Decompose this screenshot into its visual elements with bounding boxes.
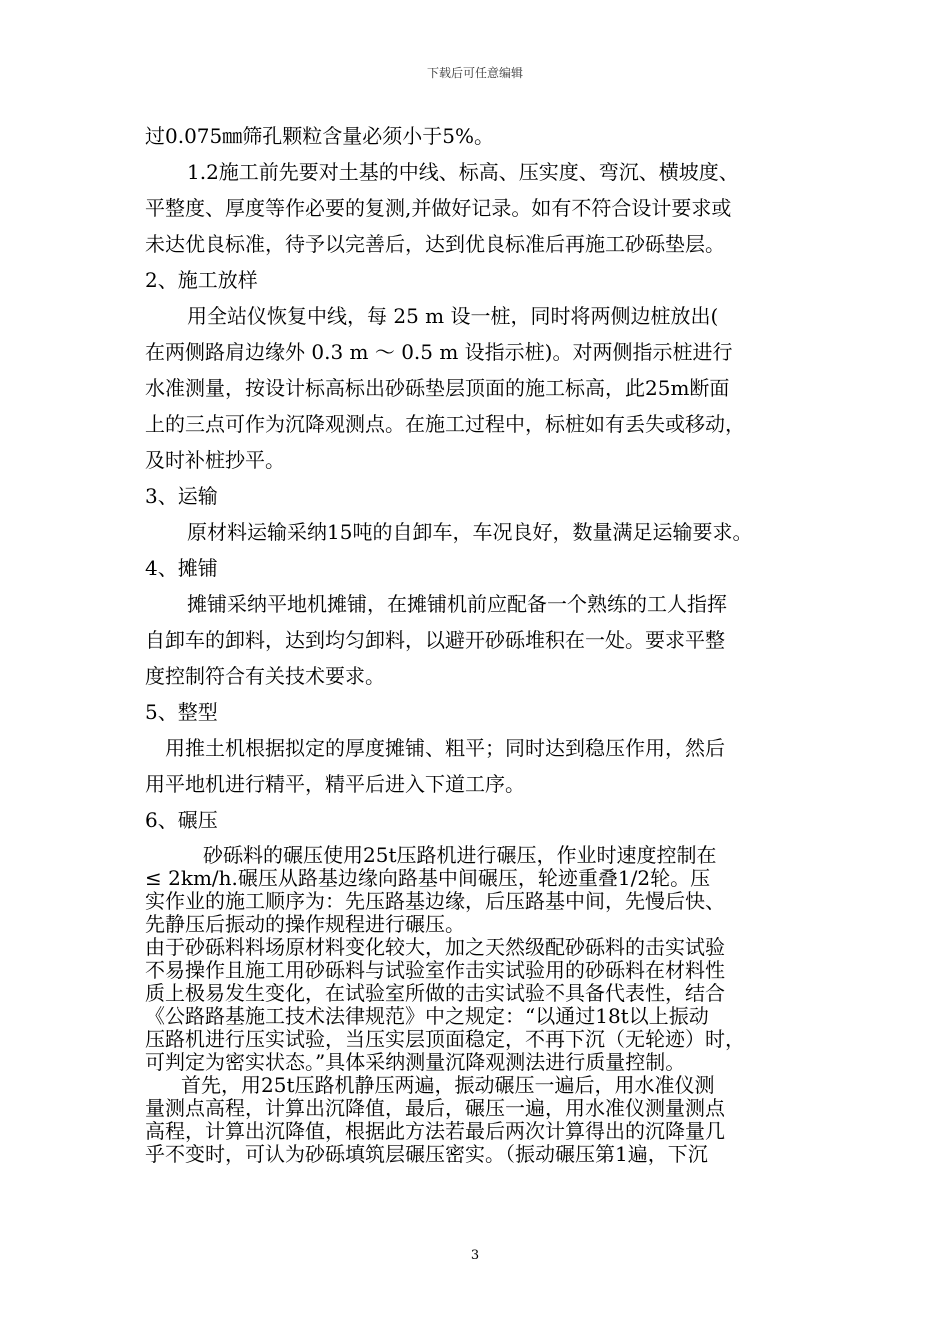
text-line: 过0.075㎜筛孔颗粒含量必须小于5%。 [145, 124, 494, 148]
text-line: 首先，用25t压路机静压两遍，振动碾压一遍后，用水准仪测 [181, 1073, 715, 1097]
text-line: 摊铺采纳平地机摊铺，在摊铺机前应配备一个熟练的工人指挥 [187, 592, 727, 616]
text-line: 自卸车的卸料，达到均匀卸料，以避开砂砾堆积在一处。要求平整 [145, 628, 725, 652]
text-line: 用推土机根据拟定的厚度摊铺、粗平；同时达到稳压作用，然后 [165, 736, 725, 760]
page-header: 下载后可任意编辑 [426, 66, 523, 80]
text-line: 上的三点可作为沉降观测点。在施工过程中，标桩如有丢失或移动， [145, 412, 745, 436]
text-line: 量测点高程，计算出沉降值，最后，碾压一遍，用水准仪测量测点 [145, 1096, 725, 1120]
text-line: ≤ 2km/h.碾压从路基边缘向路基中间碾压，轮迹重叠1/2轮。压 [145, 866, 711, 890]
text-line: 先静压后振动的操作规程进行碾压。 [145, 912, 465, 936]
text-line: 及时补桩抄平。 [145, 448, 285, 472]
text-line: 可判定为密实状态。”具体采纳测量沉降观测法进行质量控制。 [145, 1050, 686, 1074]
text-line: 由于砂砾料料场原材料变化较大，加之天然级配砂砾料的击实试验 [145, 935, 725, 959]
text-line: 实作业的施工顺序为：先压路基边缘，后压路基中间，先慢后快、 [145, 889, 725, 913]
text-line: 度控制符合有关技术要求。 [145, 664, 385, 688]
text-line: 砂砾料的碾压使用25t压路机进行碾压，作业时速度控制在 [203, 843, 717, 867]
text-line: 水准测量，按设计标高标出砂砾垫层顶面的施工标高，此25m断面 [145, 376, 730, 400]
text-line: 不易操作且施工用砂砾料与试验室作击实试验用的砂砾料在材料性 [145, 958, 725, 982]
text-line: 《公路路基施工技术法律规范》中之规定：“以通过18t以上振动 [145, 1004, 709, 1028]
section-heading: 3、运输 [145, 484, 218, 508]
text-line: 乎不变时，可认为砂砾填筑层碾压密实。（振动碾压第1遍，下沉 [145, 1142, 708, 1166]
text-line: 1.2施工前先要对土基的中线、标高、压实度、弯沉、横坡度、 [187, 160, 739, 184]
text-line: 压路机进行压实试验，当压实层顶面稳定，不再下沉（无轮迹）时， [145, 1027, 745, 1051]
document-body [145, 118, 815, 1166]
text-line: 用全站仪恢复中线，每 25 m 设一桩，同时将两侧边桩放出( [187, 304, 719, 328]
section-heading: 2、施工放样 [145, 268, 258, 292]
text-line: 质上极易发生变化，在试验室所做的击实试验不具备代表性，结合 [145, 981, 725, 1005]
section-heading: 6、碾压 [145, 808, 218, 832]
page-number: 3 [470, 1248, 480, 1263]
text-line: 在两侧路肩边缘外 0.3 m ～ 0.5 m 设指示桩)。对两侧指示桩进行 [145, 340, 733, 364]
text-line: 未达优良标准，待予以完善后，达到优良标准后再施工砂砾垫层。 [145, 232, 725, 256]
text-line: 用平地机进行精平，精平后进入下道工序。 [145, 772, 525, 796]
text-line: 平整度、厚度等作必要的复测,并做好记录。如有不符合设计要求或 [145, 196, 732, 220]
section-heading: 4、摊铺 [145, 556, 218, 580]
text-line: 高程，计算出沉降值，根据此方法若最后两次计算得出的沉降量几 [145, 1119, 725, 1143]
text-line: 原材料运输采纳15吨的自卸车，车况良好，数量满足运输要求。 [187, 520, 753, 544]
section-heading: 5、整型 [145, 700, 218, 724]
